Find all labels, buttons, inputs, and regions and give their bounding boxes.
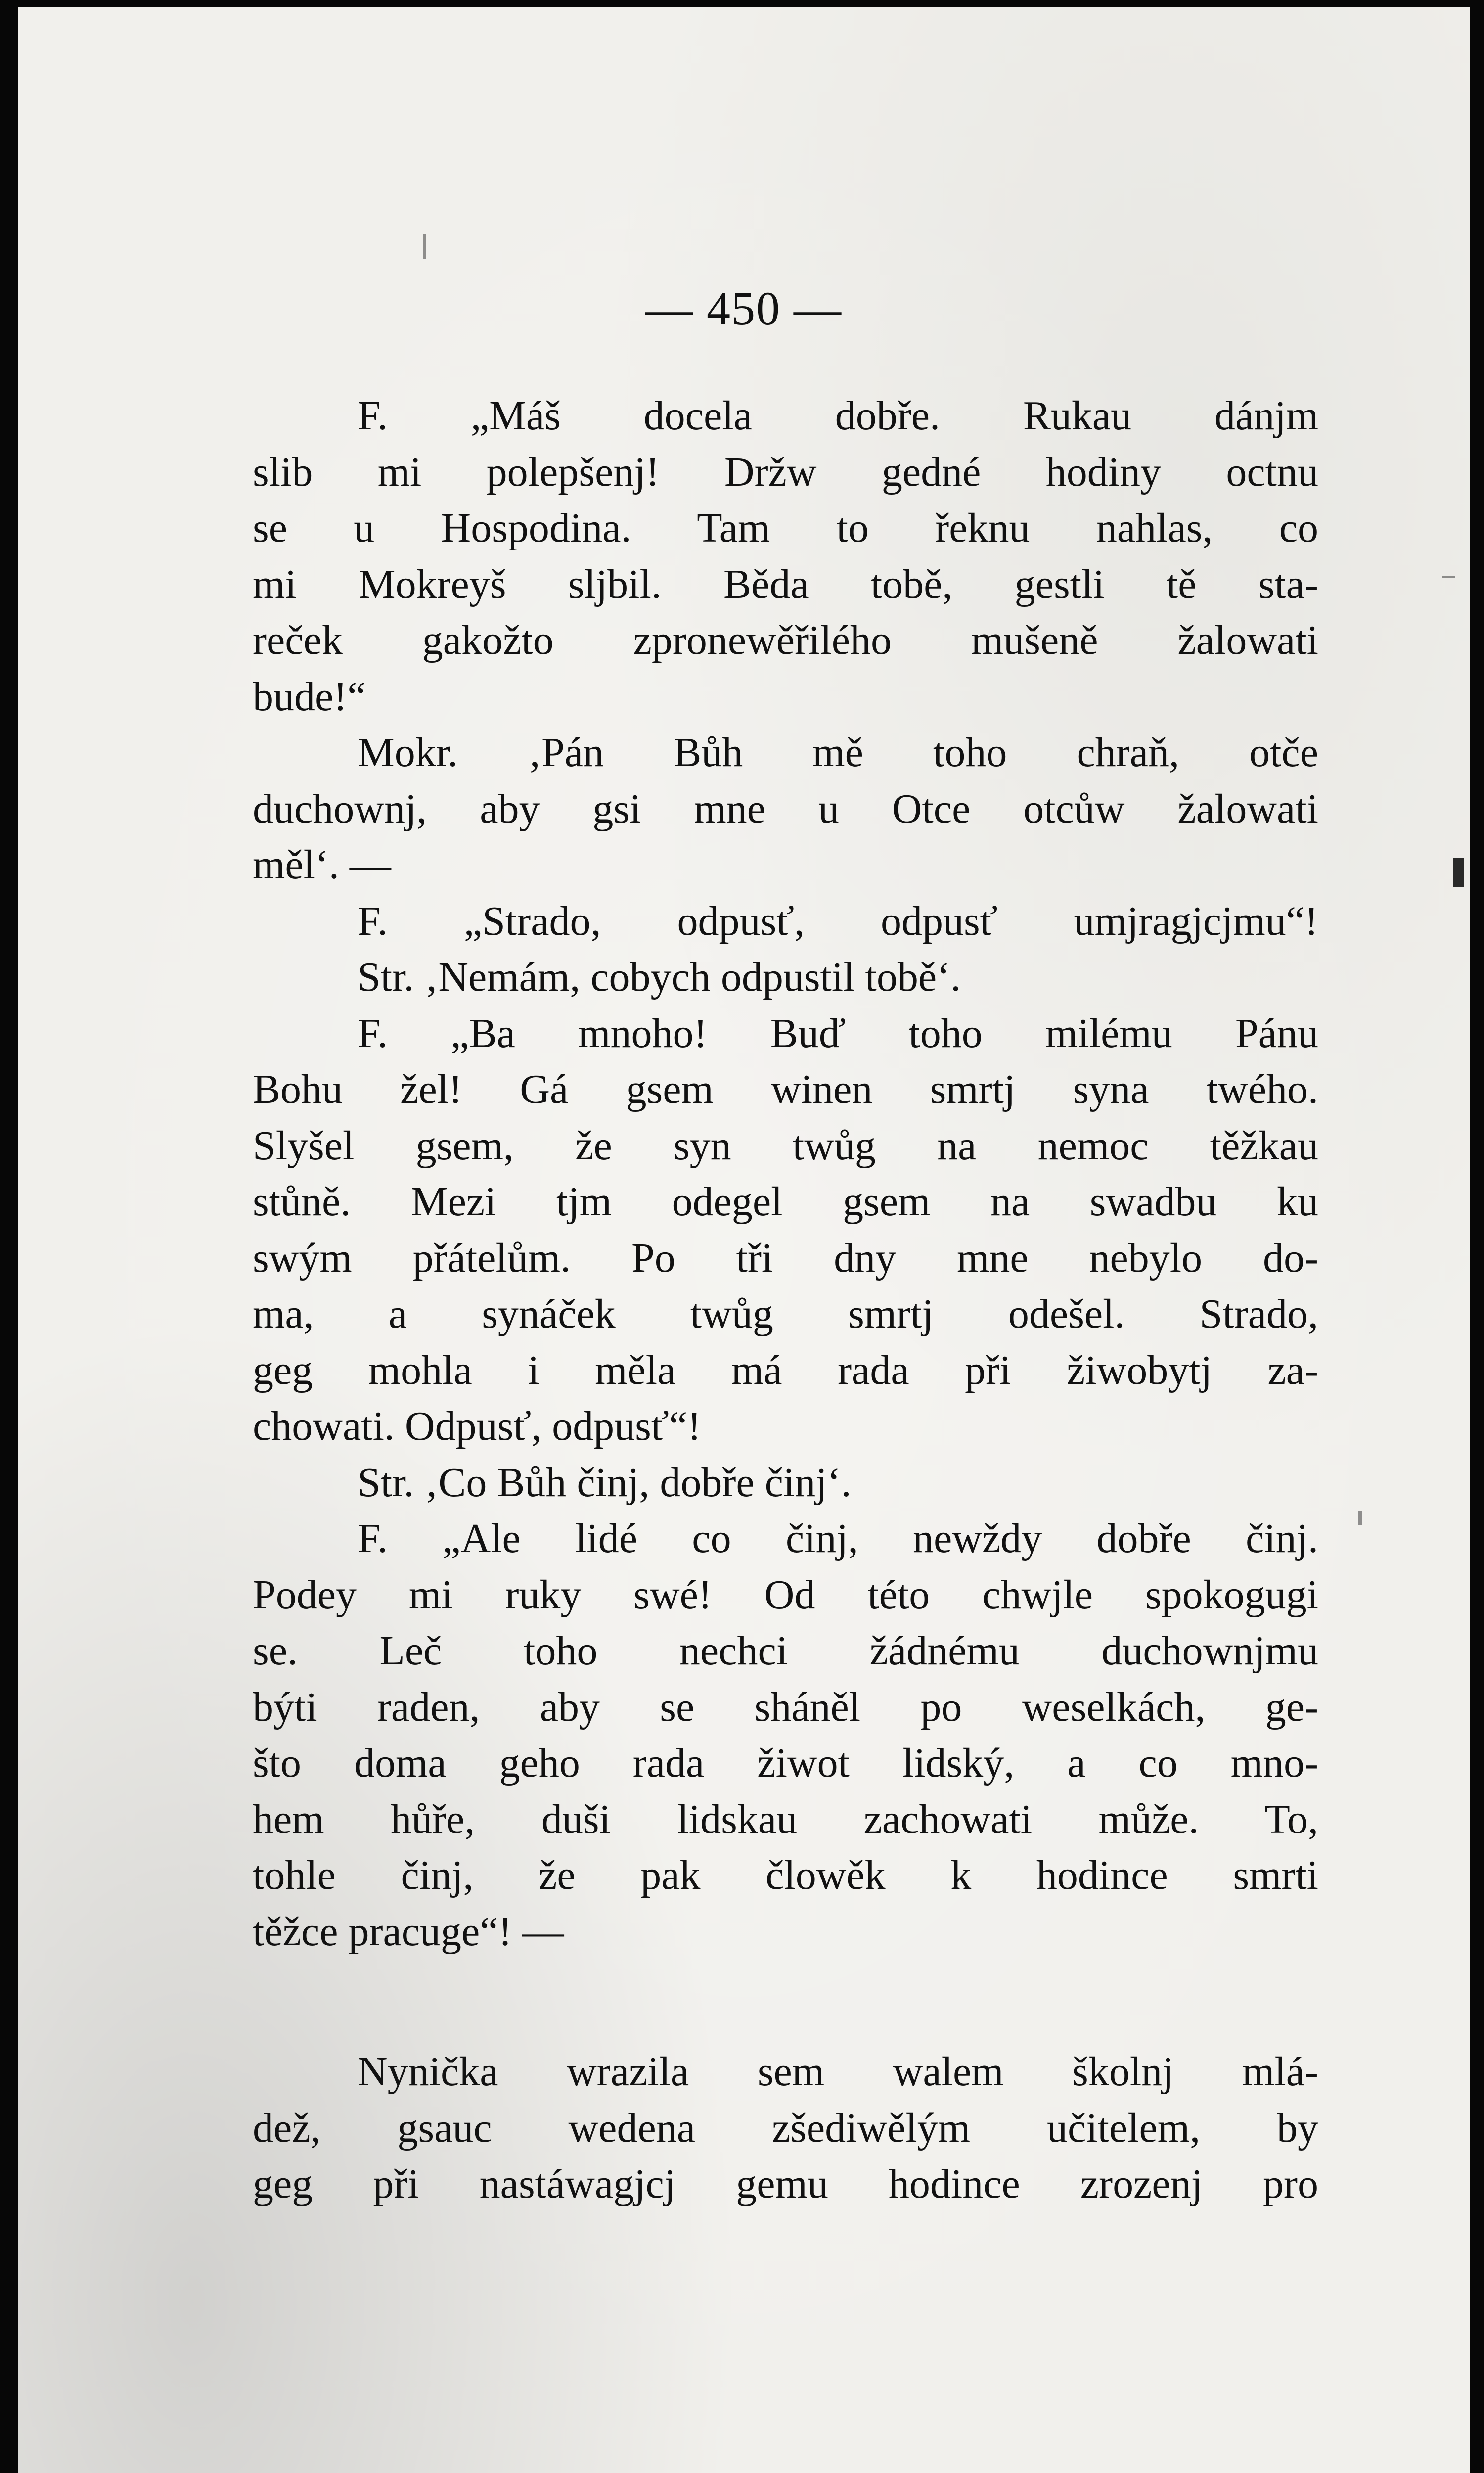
text-line: slib mi polepšenj! Držw gedné hodiny octnu — [253, 449, 1318, 495]
text-line: se. Leč toho nechci žádnému duchownjmu — [253, 1628, 1318, 1674]
text-line: Nynička wrazila sem walem školnj mlá- — [358, 2049, 1318, 2095]
text-line: Slyšel gsem, že syn twůg na nemoc těžkau — [253, 1122, 1318, 1169]
text-line: F. „Ba mnoho! Buď toho milému Pánu — [358, 1010, 1318, 1056]
text-line: F. „Máš docela dobře. Rukau dánjm — [358, 393, 1318, 439]
scan-speck — [423, 234, 426, 259]
text-line: bude!“ — [253, 673, 366, 720]
body-text — [253, 388, 1318, 2212]
scan-speck — [1358, 1511, 1362, 1525]
text-line: Mokr. ‚Pán Bůh mě toho chraň, otče — [358, 730, 1318, 776]
section-gap — [253, 1960, 1318, 2044]
text-line: stůně. Mezi tjm odegel gsem na swadbu ku — [253, 1179, 1318, 1225]
text-line: Bohu žel! Gá gsem winen smrtj syna twého. — [253, 1066, 1318, 1112]
text-line: dež, gsauc wedena zšediwělým učitelem, by — [253, 2105, 1318, 2151]
text-line: F. „Ale lidé co činj, newždy dobře činj. — [358, 1515, 1318, 1561]
text-line: býti raden, aby se sháněl po weselkách, ge- — [253, 1684, 1318, 1730]
text-line: ma, a synáček twůg smrtj odešel. Strado, — [253, 1291, 1318, 1337]
text-line: što doma geho rada žiwot lidský, a co mno- — [253, 1740, 1318, 1786]
text-line: mi Mokreyš sljbil. Běda tobě, gestli tě sta- — [253, 561, 1318, 607]
book-page — [18, 7, 1470, 2473]
text-line: hem hůře, duši lidskau zachowati může. To, — [253, 1796, 1318, 1842]
text-line: geg při nastáwagjcj gemu hodince zrozenj pro — [253, 2161, 1318, 2207]
text-line: se u Hospodina. Tam to řeknu nahlas, co — [253, 505, 1318, 551]
text-line: geg mohla i měla má rada při žiwobytj za- — [253, 1347, 1318, 1393]
scan-speck — [1453, 858, 1464, 887]
scan-speck — [1442, 576, 1455, 578]
text-line: swým přátelům. Po tři dny mne nebylo do- — [253, 1235, 1318, 1281]
text-line: F. „Strado, odpusť, odpusť umjragjcjmu“! — [358, 898, 1318, 944]
text-line: reček gakožto zpronewěřilého mušeně žalowati — [253, 617, 1318, 663]
text-line: Str. ‚Nemám, cobych odpustil tobě‘. — [358, 954, 961, 1000]
text-line: tohle činj, že pak člowěk k hodince smrti — [253, 1852, 1318, 1898]
page-number: — 450 — — [645, 282, 842, 335]
text-line: duchownj, aby gsi mne u Otce otcůw žalowati — [253, 785, 1318, 832]
text-line: Podey mi ruky swé! Od této chwjle spokogugi — [253, 1571, 1318, 1618]
text-line: chowati. Odpusť, odpusť“! — [253, 1403, 701, 1449]
text-line: těžce pracuge“! — — [253, 1908, 564, 1955]
text-line: měl‘. — — [253, 842, 391, 888]
text-line: Str. ‚Co Bůh činj, dobře činj‘. — [358, 1459, 852, 1506]
